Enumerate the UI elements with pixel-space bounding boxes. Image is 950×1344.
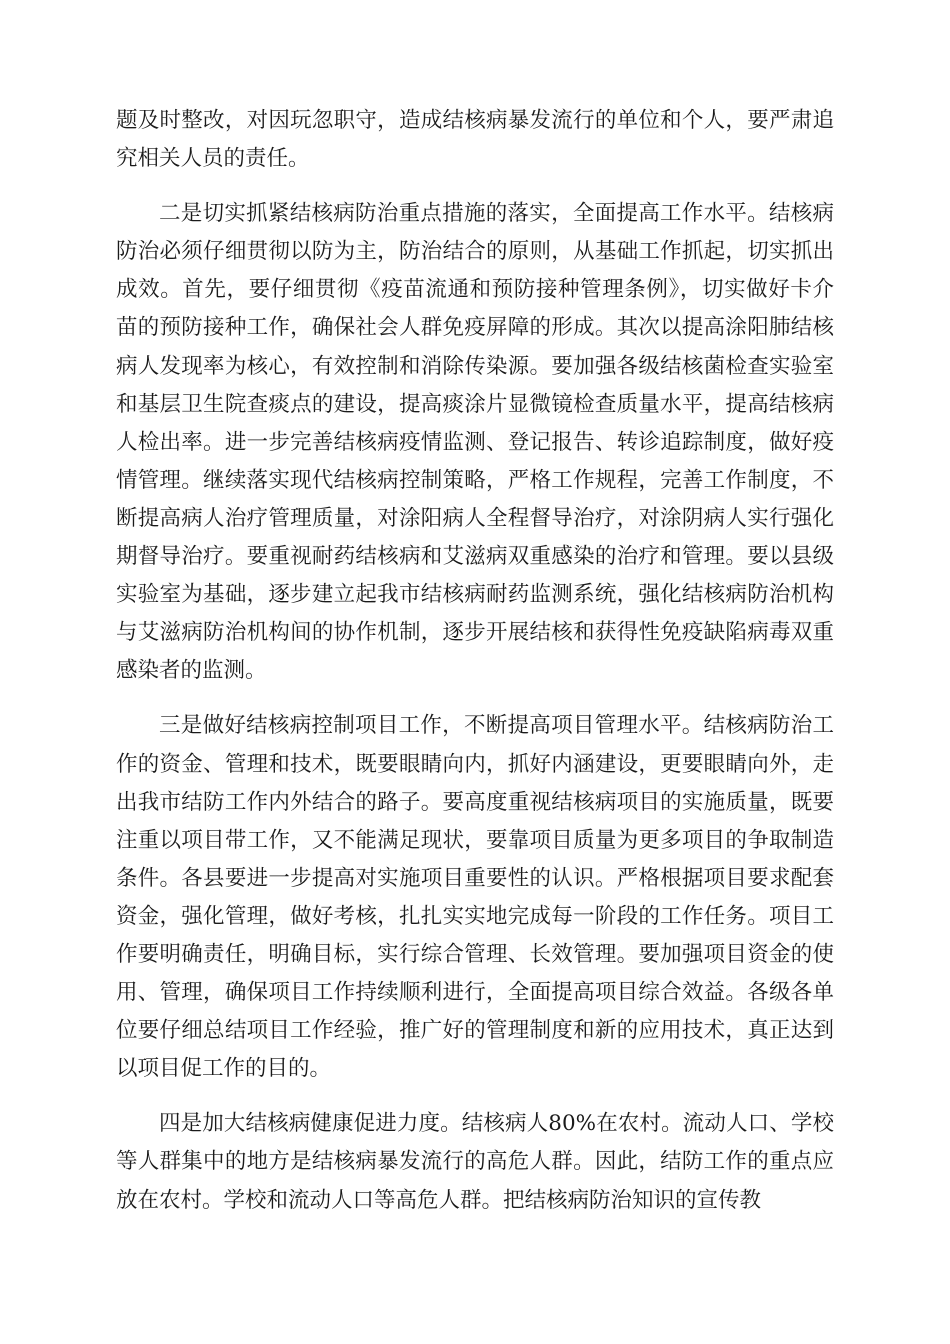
- document-body: [116, 102, 834, 1220]
- paragraph-continuation: 题及时整改，对因玩忽职守，造成结核病暴发流行的单位和个人，要严肃追究相关人员的责任。: [116, 108, 834, 172]
- paragraph-point-four: 四是加大结核病健康促进力度。结核病人80%在农村。流动人口、学校等人群集中的地方是结核病暴发流行的高危人群。因此，结防工作的重点应放在农村。学校和流动人口等高危人群。把结核病防治知识的宣传教: [116, 1111, 834, 1213]
- paragraph-point-two: 二是切实抓紧结核病防治重点措施的落实，全面提高工作水平。结核病防治必须仔细贯彻以防为主，防治结合的原则，从基础工作抓起，切实抓出成效。首先，要仔细贯彻《疫苗流通和预防接种管理条例》，切实做好卡介苗的预防接种工作，确保社会人群免疫屏障的形成。其次以提高涂阳肺结核病人发现率为核心，有效控制和消除传染源。要加强各级结核菌检查实验室和基层卫生院查痰点的建设，提高痰涂片显微镜检查质量水平，提高结核病人检出率。进一步完善结核病疫情监测、登记报告、转诊追踪制度，做好疫情管理。继续落实现代结核病控制策略，严格工作规程，完善工作制度，不断提高病人治疗管理质量，对涂阳病人全程督导治疗，对涂阴病人实行强化期督导治疗。要重视耐药结核病和艾滋病双重感染的治疗和管理。要以县级实验室为基础，逐步建立起我市结核病耐药监测系统，强化结核病防治机构与艾滋病防治机构间的协作机制，逐步开展结核和获得性免疫缺陷病毒双重感染者的监测。: [116, 201, 834, 684]
- paragraph-point-three: 三是做好结核病控制项目工作，不断提高项目管理水平。结核病防治工作的资金、管理和技术，既要眼睛向内，抓好内涵建设，更要眼睛向外，走出我市结防工作内外结合的路子。要高度重视结核病项目的实施质量，既要注重以项目带工作，又不能满足现状，要靠项目质量为更多项目的争取制造条件。各县要进一步提高对实施项目重要性的认识。严格根据项目要求配套资金，强化管理，做好考核，扎扎实实地完成每一阶段的工作任务。项目工作要明确责任，明确目标，实行综合管理、长效管理。要加强项目资金的使用、管理，确保项目工作持续顺利进行，全面提高项目综合效益。各级各单位要仔细总结项目工作经验，推广好的管理制度和新的应用技术，真正达到以项目促工作的目的。: [116, 713, 834, 1082]
